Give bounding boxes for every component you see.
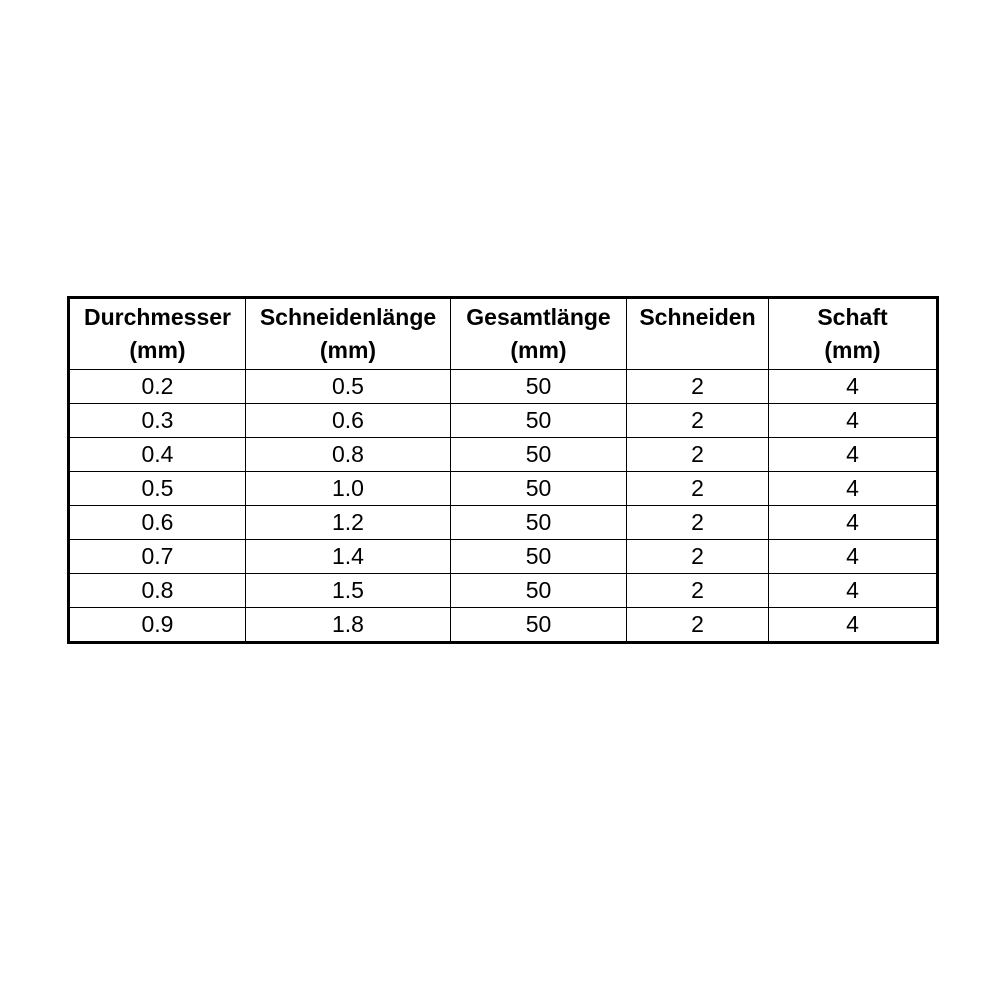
cell-gesamtlaenge: 50 [451, 370, 627, 404]
header-schneiden [627, 298, 769, 370]
cell-schneiden: 2 [627, 506, 769, 540]
header-label: Schneidenlänge [259, 304, 437, 330]
cell-gesamtlaenge: 50 [451, 438, 627, 472]
header-schaft [769, 298, 938, 370]
cell-schneidenlaenge: 1.5 [246, 574, 451, 608]
cell-schneiden: 2 [627, 472, 769, 506]
cell-durchmesser: 0.6 [69, 506, 246, 540]
specification-table [67, 296, 939, 644]
cell-schneidenlaenge: 1.8 [246, 608, 451, 643]
table-header-row [69, 298, 938, 370]
header-gesamtlaenge [451, 298, 627, 370]
cell-schaft: 4 [769, 540, 938, 574]
cell-schneidenlaenge: 1.0 [246, 472, 451, 506]
header-label: Schaft [817, 304, 888, 330]
cell-gesamtlaenge: 50 [451, 540, 627, 574]
table-row [69, 472, 938, 506]
cell-schneiden: 2 [627, 574, 769, 608]
cell-schaft: 4 [769, 404, 938, 438]
table-row [69, 608, 938, 643]
header-label: Gesamtlänge [466, 304, 611, 330]
cell-schneidenlaenge: 0.5 [246, 370, 451, 404]
cell-schneidenlaenge: 1.4 [246, 540, 451, 574]
cell-durchmesser: 0.4 [69, 438, 246, 472]
cell-schneiden: 2 [627, 438, 769, 472]
cell-schaft: 4 [769, 574, 938, 608]
cell-schneiden: 2 [627, 370, 769, 404]
cell-gesamtlaenge: 50 [451, 472, 627, 506]
header-label: Durchmesser [83, 304, 232, 330]
table-row [69, 506, 938, 540]
cell-durchmesser: 0.5 [69, 472, 246, 506]
cell-schneiden: 2 [627, 540, 769, 574]
header-unit: (mm) [510, 337, 567, 363]
table-row [69, 370, 938, 404]
cell-schneidenlaenge: 1.2 [246, 506, 451, 540]
cell-schaft: 4 [769, 472, 938, 506]
cell-durchmesser: 0.7 [69, 540, 246, 574]
cell-gesamtlaenge: 50 [451, 404, 627, 438]
cell-durchmesser: 0.9 [69, 608, 246, 643]
table-row [69, 540, 938, 574]
header-durchmesser [69, 298, 246, 370]
header-label: Schneiden [639, 304, 756, 330]
table-row [69, 574, 938, 608]
cell-gesamtlaenge: 50 [451, 574, 627, 608]
table-row [69, 404, 938, 438]
table-row [69, 438, 938, 472]
cell-schneidenlaenge: 0.8 [246, 438, 451, 472]
cell-schaft: 4 [769, 370, 938, 404]
cell-durchmesser: 0.2 [69, 370, 246, 404]
header-unit: (mm) [129, 337, 186, 363]
header-unit: (mm) [824, 337, 881, 363]
cell-schneiden: 2 [627, 608, 769, 643]
cell-schneiden: 2 [627, 404, 769, 438]
cell-schaft: 4 [769, 506, 938, 540]
header-unit: (mm) [319, 337, 377, 363]
cell-gesamtlaenge: 50 [451, 608, 627, 643]
cell-durchmesser: 0.8 [69, 574, 246, 608]
cell-gesamtlaenge: 50 [451, 506, 627, 540]
table-body [69, 370, 938, 643]
cell-schaft: 4 [769, 608, 938, 643]
cell-schneidenlaenge: 0.6 [246, 404, 451, 438]
cell-schaft: 4 [769, 438, 938, 472]
header-schneidenlaenge [246, 298, 451, 370]
cell-durchmesser: 0.3 [69, 404, 246, 438]
